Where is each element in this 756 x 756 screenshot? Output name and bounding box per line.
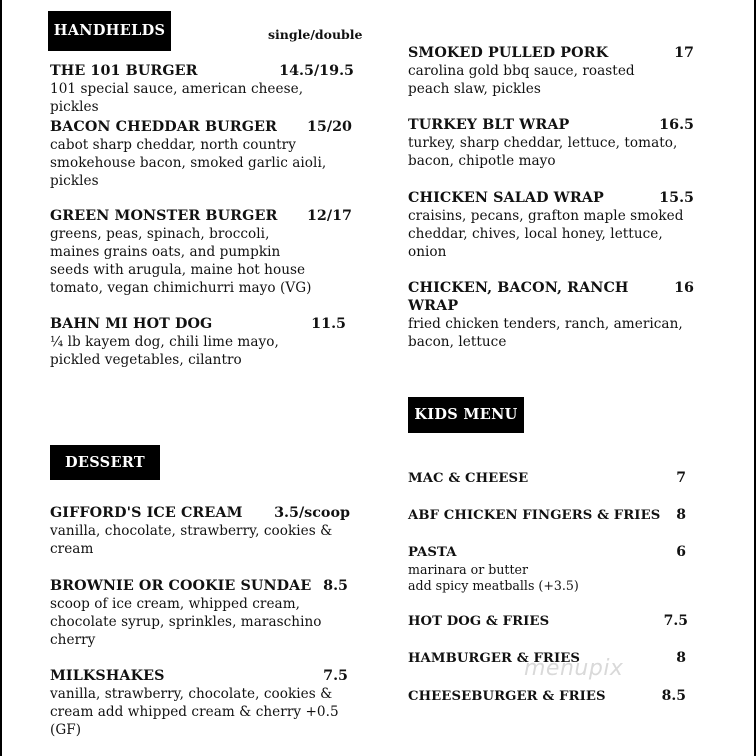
item-name: CHICKEN SALAD WRAP [408,190,604,206]
item-name: MAC & CHEESE [408,471,529,486]
item-price: 11.5 [311,316,346,332]
handhelds-header [48,11,171,51]
item-name: BROWNIE OR COOKIE SUNDAE [50,578,312,594]
item-price: 12/17 [306,208,352,224]
item-description: add spicy meatballs (+3.5) [408,578,579,593]
menu-item [50,577,348,649]
item-price: 8 [676,507,686,523]
menu-item [50,118,352,190]
menupix-watermark: menupix [524,656,624,681]
item-name: SMOKED PULLED PORK [408,45,609,61]
item-name: THE 101 BURGER [50,63,198,79]
item-name: BAHN MI HOT DOG [50,316,213,332]
menu-item [50,207,352,297]
item-name: GIFFORD'S ICE CREAM [50,505,243,521]
item-price: 7.5 [323,668,348,684]
item-name: ABF CHICKEN FINGERS & FRIES [408,508,661,523]
menu-item [50,315,346,369]
menu-item [50,62,354,116]
kids-item [408,687,686,706]
kids-item [408,469,686,488]
kids-item [408,506,686,525]
kids-menu-header [408,397,524,433]
item-name: TURKEY BLT WRAP [408,117,570,133]
item-price: 7.5 [663,613,688,629]
item-description: ¼ lb kayem dog, chili lime mayo, pickled vegetables, cilantro [50,334,279,368]
item-price: 7 [676,470,686,486]
item-description: vanilla, chocolate, strawberry, cookies & cream [50,523,333,557]
menu-page [2,0,754,756]
item-price: 15/20 [306,119,352,135]
item-name: HAMBURGER & FRIES [408,651,581,666]
item-name: MILKSHAKES [50,668,165,684]
kids-item [408,543,686,594]
item-name: PASTA [408,545,457,560]
item-description: craisins, pecans, grafton maple smoked cheddar, chives, local honey, lettuce, onion [408,208,684,260]
item-price: 8.5 [323,578,348,594]
item-price: 8 [676,650,686,666]
menu-item [408,44,694,98]
item-name: CHICKEN, BACON, RANCH WRAP [408,280,629,314]
item-price: 16.5 [659,117,694,133]
item-description: vanilla, strawberry, chocolate, cookies & cream add whipped cream & cherry +0.5 (GF) [50,686,339,738]
handhelds-title: HANDHELDS [53,22,166,39]
item-price: 3.5/scoop [274,505,350,521]
item-description: scoop of ice cream, whipped cream, chocolate syrup, sprinkles, maraschino cherry [50,596,322,648]
item-description: 101 special sauce, american cheese, pickles [50,81,304,115]
item-price: 15.5 [659,190,694,206]
item-price: 16 [674,280,694,296]
item-description: turkey, sharp cheddar, lettuce, tomato, bacon, chipotle mayo [408,135,678,169]
item-name: GREEN MONSTER BURGER [50,208,278,224]
item-description: carolina gold bbq sauce, roasted peach slaw, pickles [408,63,635,97]
dessert-header [50,445,160,480]
item-price: 17 [674,45,694,61]
item-name: BACON CHEDDAR BURGER [50,119,278,135]
menu-item [408,189,694,261]
item-description: greens, peas, spinach, broccoli, maines grains oats, and pumpkin seeds with arugula, maine hot house tomato, vegan chimichurri mayo (VG) [50,226,312,296]
dessert-title: DESSERT [65,453,145,471]
item-description: cabot sharp cheddar, north country smokehouse bacon, smoked garlic aioli, pickles [50,137,327,189]
item-name: CHEESEBURGER & FRIES [408,689,606,704]
kids-menu-title: KIDS MENU [414,406,518,423]
item-price: 6 [676,544,686,560]
menu-item [408,279,694,351]
menu-item [50,504,350,558]
kids-item [408,612,688,631]
menu-item [50,667,348,739]
item-price: 8.5 [661,688,686,704]
item-description: fried chicken tenders, ranch, american, bacon, lettuce [408,316,683,350]
menu-item [408,116,694,170]
price-note: single/double [268,27,363,42]
item-price: 14.5/19.5 [279,63,354,79]
item-name: HOT DOG & FRIES [408,614,550,629]
item-description: marinara or butter [408,562,529,577]
